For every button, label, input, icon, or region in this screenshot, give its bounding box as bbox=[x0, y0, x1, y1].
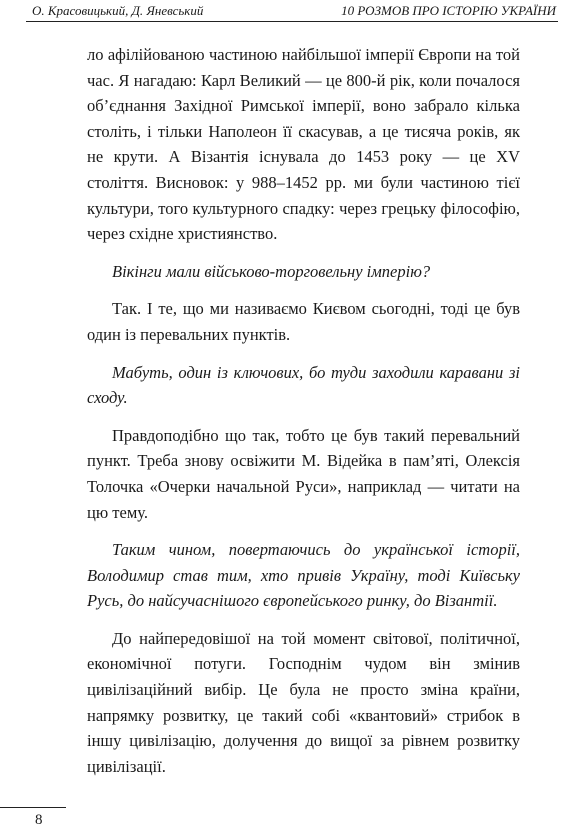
page-number: 8 bbox=[35, 812, 43, 828]
page-body bbox=[87, 42, 520, 791]
question-paragraph: Таким чином, повертаючись до української історії, Володимир став тим, хто привів Україну, тоді Київську Русь, до найсучаснішого європейського ринку, до Візантії. bbox=[87, 540, 520, 611]
footer-rule bbox=[0, 807, 66, 808]
answer-paragraph: Так. І те, що ми називаємо Києвом сьогодні, тоді це був один із перевальних пунктів. bbox=[87, 299, 520, 344]
running-header bbox=[26, 0, 558, 22]
question-paragraph: Вікінги мали військово-торговельну імперію? bbox=[112, 261, 431, 281]
question-paragraph: Мабуть, один із ключових, бо туди заходили каравани зі сходу. bbox=[87, 362, 520, 408]
answer-paragraph: Правдоподібно що так, тобто це був такий перевальний пункт. Треба знову освіжити М. Відейка в пам’яті, Олексія Толочка «Очерки начальной Руси», наприклад — читати на цю тему. bbox=[87, 425, 520, 522]
header-authors: О. Красовицький, Д. Яневський bbox=[32, 3, 204, 18]
answer-paragraph: ло афілійованою частиною найбільшої імперії Європи на той час. Я нагадаю: Карл Великий — це 800-й рік, коли почалося об’єднання Західної Римської імперії, воно забрало кілька століть, і тільки Наполеон її скасував, а це тисяча років, як не крути. А Візантія існувала до 1453 року — це XV століття. Висновок: у 988–1452 рр. ми були частиною тієї культури, того культурного спадку: через грецьку філософію, через східне християнство. bbox=[87, 45, 520, 244]
answer-paragraph: До найпередовішої на той момент світової, політичної, економічної потуги. Господнім чудом він змінив цивілізаційний вибір. Це була не просто зміна країни, напрямку розвитку, це такий собі «квантовий» стрибок в іншу цивілізацію, долучення до вищої за рівнем розвитку цивілізації. bbox=[87, 628, 520, 776]
header-book-title: 10 РОЗМОВ ПРО ІСТОРІЮ УКРАЇНИ bbox=[341, 3, 556, 18]
